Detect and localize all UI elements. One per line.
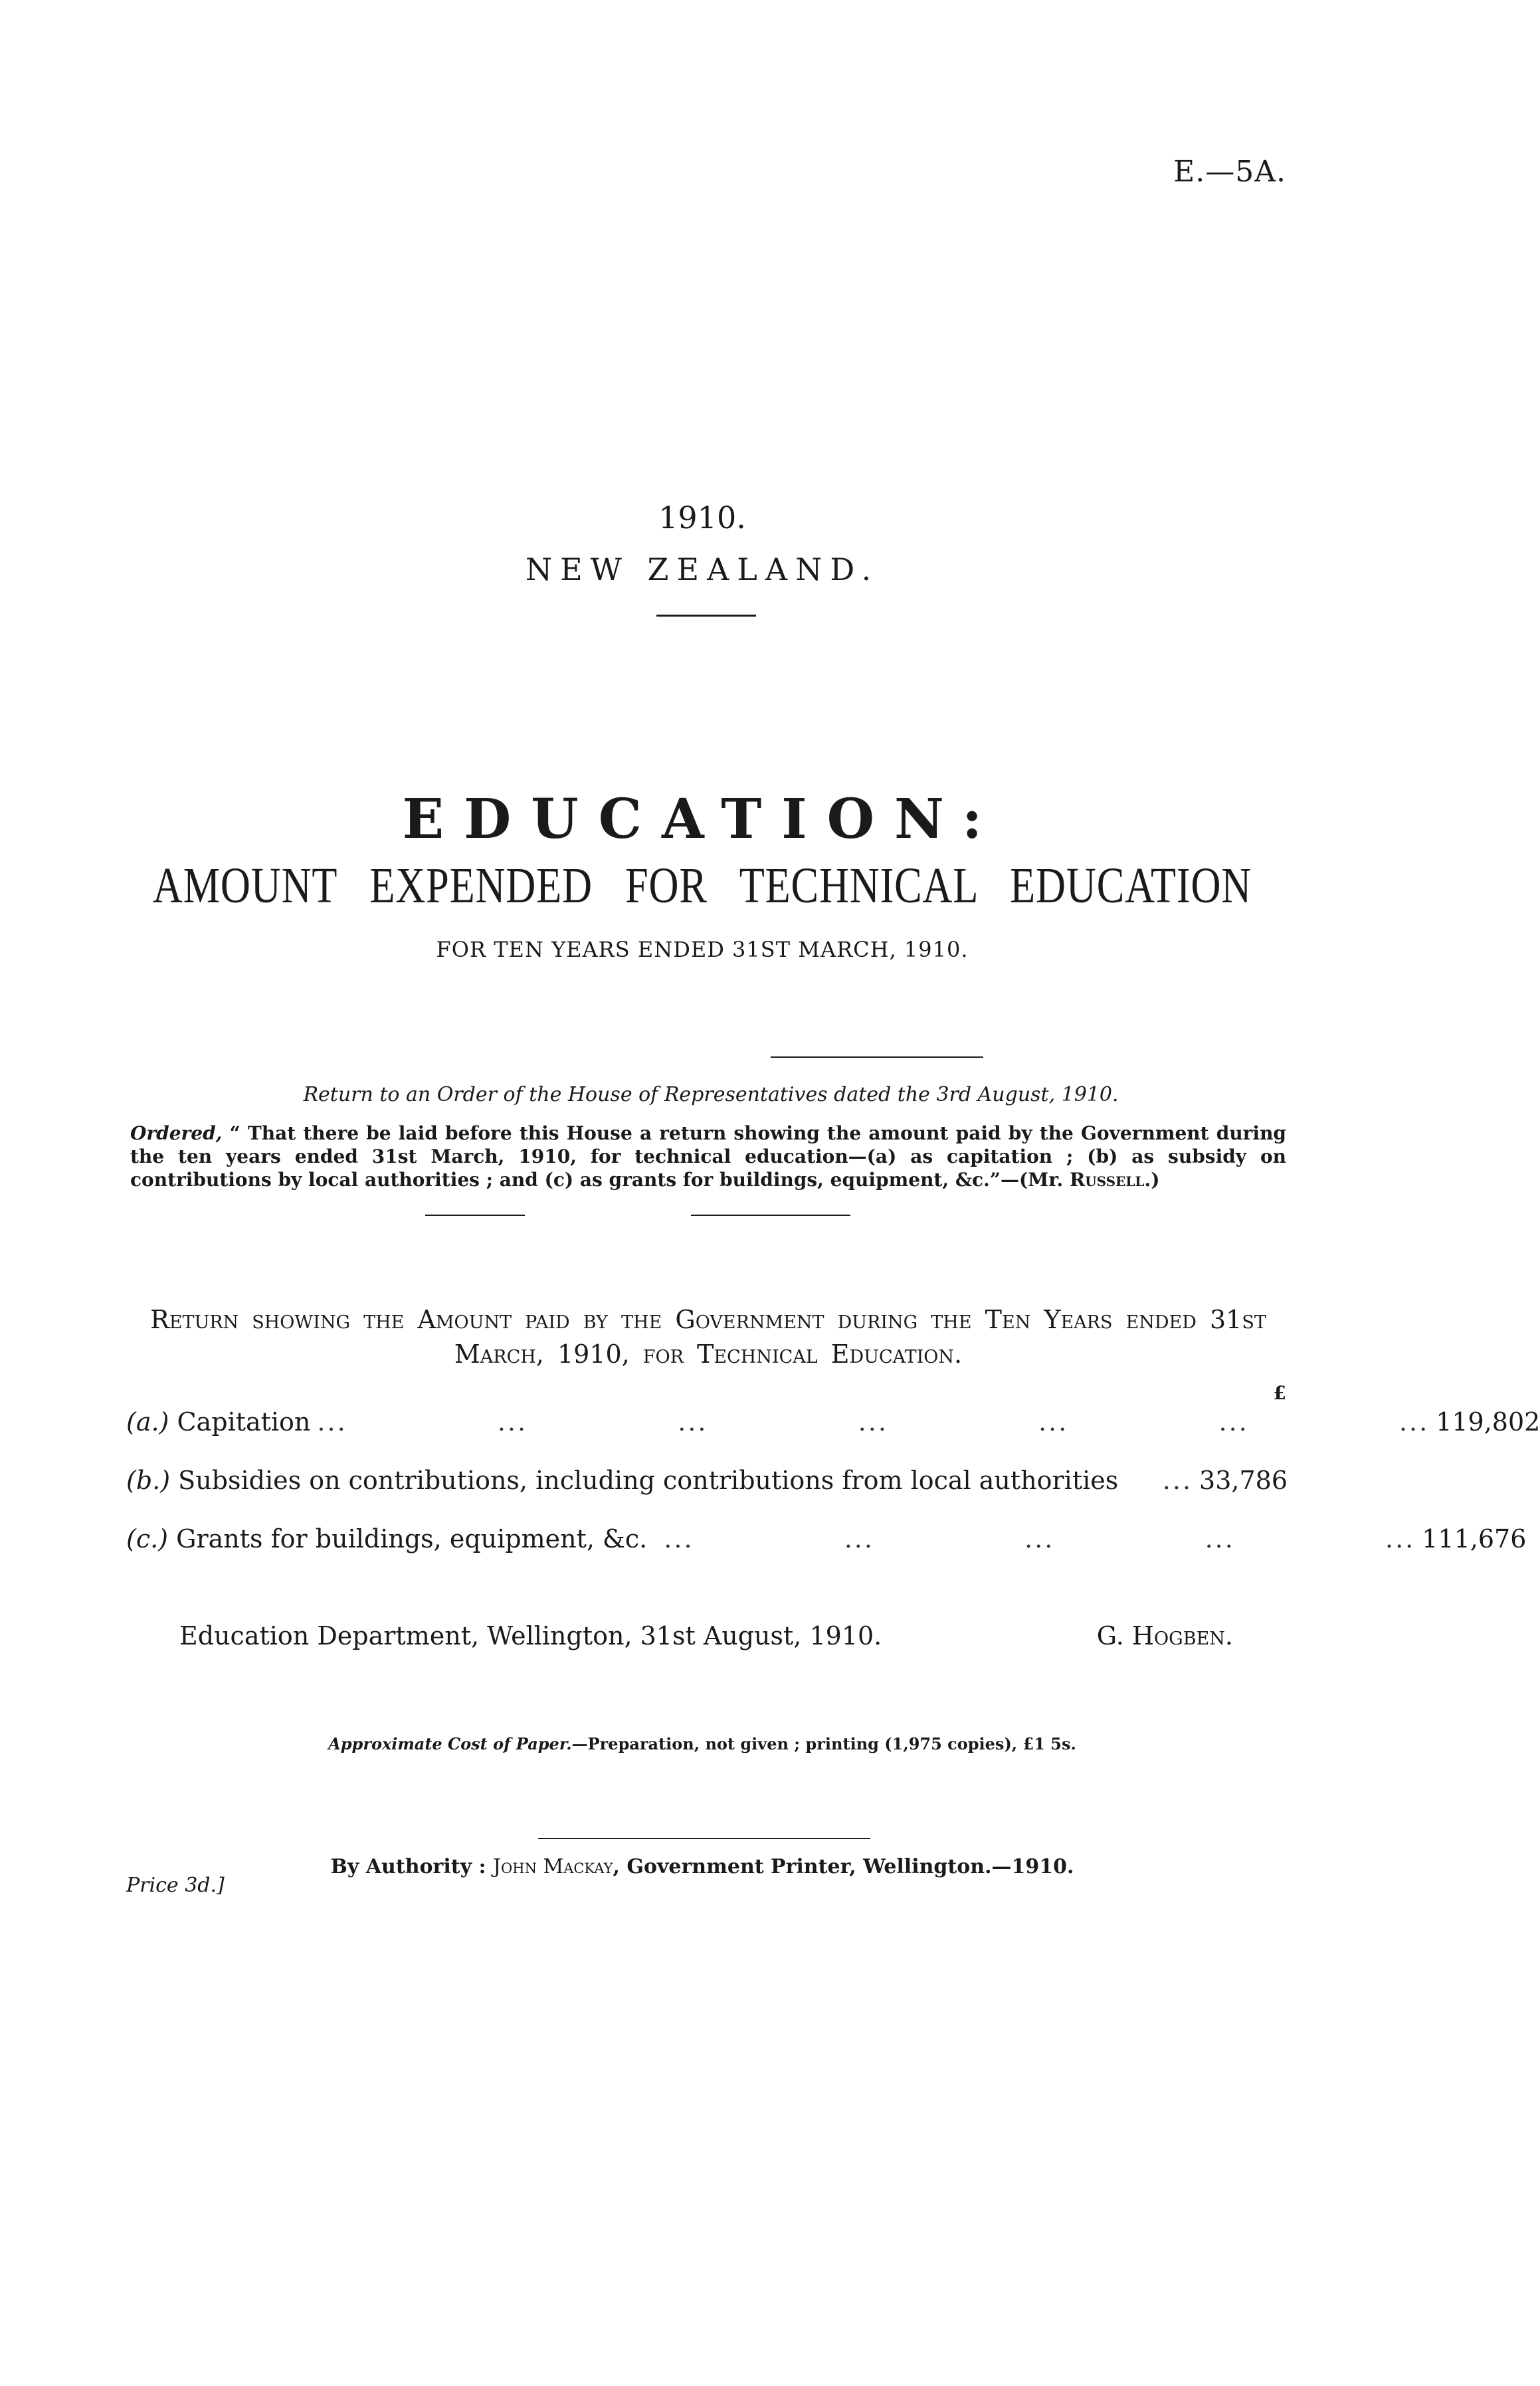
authority-suffix: , Government Printer, Wellington.—1910.	[613, 1855, 1074, 1878]
return-heading-line-1: Return showing the Amount paid by the Government during the Ten Years ended 31st	[150, 1305, 1266, 1334]
year: 1910.	[658, 500, 746, 536]
leader-dots: ... ... ... ... ...	[654, 1524, 1416, 1553]
return-heading	[130, 1302, 1286, 1371]
document-reference: E.—5A.	[1173, 155, 1286, 189]
signature-department: Education Department, Wellington, 31st August, 1910.	[179, 1621, 882, 1650]
return-row-c	[126, 1524, 1527, 1553]
ordered-text: “ That there be laid before this House a return showing the amount paid by the Government during the ten years ended 31st March, 1910, for technical education—(a) as capitation ; (b) as subsidy on contributions by local authorities ; and (c) as grants for buildings, equipment, &c.”—(Mr.	[130, 1122, 1287, 1191]
country: NEW ZEALAND.	[525, 551, 880, 587]
order-rule-right	[691, 1215, 850, 1216]
return-row-b	[126, 1466, 1288, 1495]
order-rule-top	[771, 1056, 983, 1058]
ordered-word: Ordered,	[130, 1122, 223, 1144]
footer-rule	[538, 1838, 870, 1839]
period: FOR TEN YEARS ENDED 31ST MARCH, 1910.	[436, 937, 969, 962]
row-letter: (a.)	[126, 1407, 169, 1437]
member-name: Russell	[1069, 1169, 1145, 1191]
currency-symbol: £	[1273, 1382, 1286, 1404]
row-amount: 33,786	[1199, 1466, 1288, 1495]
title-rule	[656, 615, 756, 617]
main-title: EDUCATION:	[402, 787, 1003, 851]
subtitle: AMOUNT EXPENDED FOR TECHNICAL EDUCATION	[152, 858, 1252, 914]
signature-name: G. Hogben.	[1096, 1621, 1233, 1650]
order-rule-left	[425, 1215, 525, 1216]
authority-prefix: By Authority :	[330, 1855, 486, 1878]
leader-dots: ... ... ... ... ... ... ...	[317, 1407, 1430, 1437]
return-heading-line-2: March, 1910, for Technical Education.	[454, 1340, 963, 1369]
row-letter: (b.)	[126, 1466, 171, 1495]
printer-name: John Mackay	[493, 1855, 613, 1878]
row-amount: 119,802	[1436, 1407, 1540, 1437]
price: Price 3d.]	[126, 1874, 225, 1897]
return-row-a	[126, 1407, 1540, 1437]
cost-of-paper	[0, 1734, 1404, 1753]
row-amount: 111,676	[1422, 1524, 1527, 1553]
row-label: Capitation	[177, 1407, 311, 1437]
cost-label: Approximate Cost of Paper.	[328, 1734, 572, 1753]
cost-text: —Preparation, not given ; printing (1,975 copies), £1 5s.	[571, 1734, 1076, 1753]
order-return-line: Return to an Order of the House of Representatives dated the 3rd August, 1910.	[303, 1083, 1119, 1106]
order-paragraph	[130, 1122, 1286, 1191]
row-label: Grants for buildings, equipment, &c.	[176, 1524, 648, 1553]
member-close: .)	[1144, 1169, 1160, 1191]
row-label: Subsidies on contributions, including contributions from local authorities	[178, 1466, 1119, 1495]
row-letter: (c.)	[126, 1524, 169, 1553]
leader-dots: ...	[1162, 1466, 1193, 1495]
